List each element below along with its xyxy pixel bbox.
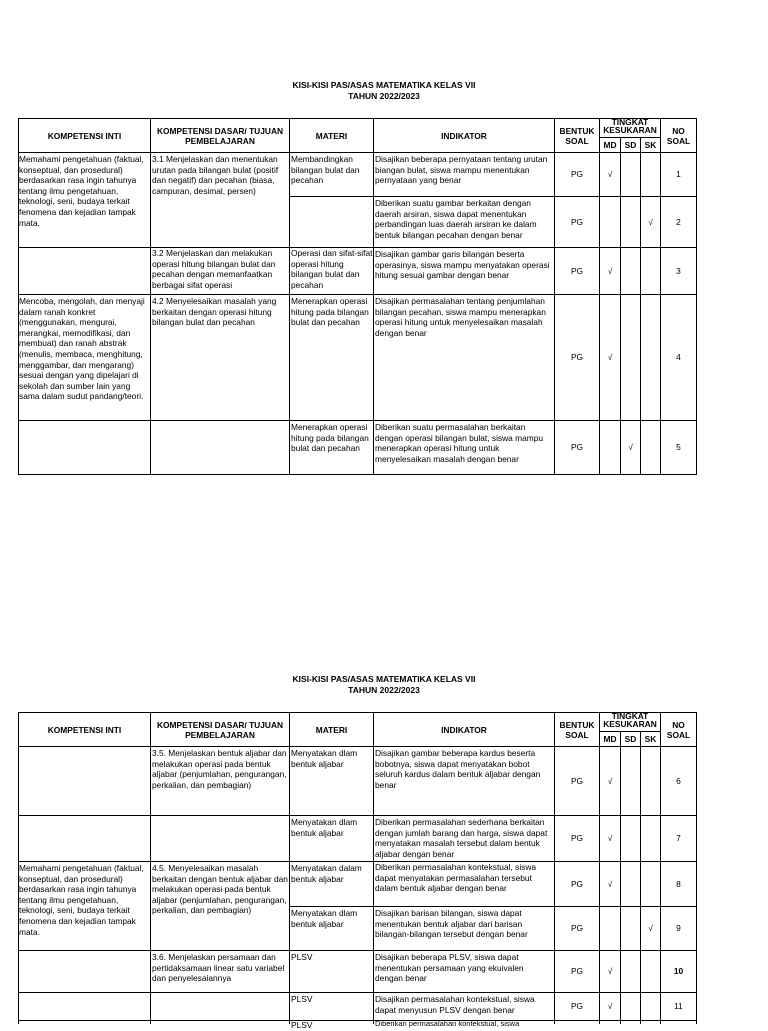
header-md: MD	[603, 140, 617, 150]
indikator-cell: Diberikan suatu permasalahan berkaitan dengan operasi bilangan bulat, siswa mampu menerapkan operasi hitung untuk menyelesaikan masalah dengan benar	[375, 422, 544, 464]
sk-check	[641, 862, 660, 906]
header-indikator: INDIKATOR	[441, 130, 487, 141]
kd-cell: 3.5. Menjelaskan bentuk aljabar dan melakukan operasi pada bentuk aljabar (penjumlahan, pengurangan, perkalian, dan pembagian)	[152, 748, 287, 790]
header-no-soal: NO SOAL	[666, 125, 691, 146]
materi-cell: Operasi dan sifat-sifat operasi hitung bilangan bulat dan pecahan	[291, 248, 373, 290]
header-kompetensi-inti: KOMPETENSI INTI	[47, 130, 122, 141]
md-check: √	[607, 775, 613, 786]
indikator-cell: Disajikan permasalahan tentang penjumlahan bilangan pecahan, siswa mampu menerapkan operasi hitung untuk menyelesaikan masalah dengan benar	[375, 296, 546, 338]
md-check: √	[607, 1001, 613, 1012]
no-soal-cell: 4	[676, 352, 681, 363]
title-line-2: TAHUN 2022/2023	[348, 91, 420, 101]
title-line-1: KISI-KISI PAS/ASAS MATEMATIKA KELAS VII	[292, 80, 476, 90]
no-soal-cell: 2	[676, 216, 681, 227]
kd-cell: 4.2 Menyelesaikan masalah yang berkaitan dengan operasi hitung bilangan bulat dan pecahan	[152, 296, 277, 328]
no-soal-cell: 9	[676, 923, 681, 934]
kd-cell: 3.1 Menjelaskan dan menentukan urutan pada bilangan bulat (positif dan negatif) dan pecahan (biasa, campuran, desimal, persen)	[152, 154, 279, 196]
sd-check	[621, 907, 640, 950]
header-kompetensi-inti: KOMPETENSI INTI	[47, 724, 122, 735]
materi-cell: Menyatakan dlam bentuk aljabar	[291, 908, 358, 929]
md-check: √	[607, 833, 613, 844]
sk-check	[641, 816, 660, 861]
materi-cell: Menerapkan operasi hitung pada bilangan bulat dan pecahan	[291, 422, 369, 454]
materi-cell: Membandingkan bilangan bulat dan pecahan	[291, 154, 360, 186]
bentuk-cell: PG	[570, 352, 584, 363]
sk-check	[641, 993, 660, 1020]
bentuk-cell: PG	[570, 775, 584, 786]
header-bentuk-soal: BENTUK SOAL	[559, 125, 595, 146]
header-bentuk-soal: BENTUK SOAL	[559, 719, 595, 740]
header-md: MD	[603, 734, 617, 744]
ki-cell: Memahami pengetahuan (faktual, konseptual, dan prosedural) berdasarkan rasa ingin tahunya tentang ilmu pengetahuan, teknologi, seni, budaya terkait fenomena dan kejadian tampak mata.	[19, 863, 144, 937]
md-check	[600, 907, 620, 950]
materi-cell: PLSV	[291, 952, 313, 962]
header-sd: SD	[624, 140, 637, 150]
no-soal-cell: 3	[676, 265, 681, 276]
title-line-2: TAHUN 2022/2023	[348, 685, 420, 695]
ki-cell: Memahami pengetahuan (faktual, konseptual, dan prosedural) berdasarkan rasa ingin tahunya tentang ilmu pengetahuan, teknologi, seni, budaya terkait fenomena dan kejadian tampak mata.	[19, 154, 144, 228]
no-soal-cell: 6	[676, 775, 681, 786]
kd-cell: 3.6. Menjelaskan persamaan dan pertidaksamaan linear satu variabel dan penyelesaiannya	[152, 952, 285, 984]
bentuk-cell: PG	[570, 265, 584, 276]
bentuk-cell: PG	[570, 966, 584, 977]
md-check: √	[607, 878, 613, 889]
ki-cell: Mencoba, mengolah, dan menyaji dalam ranah konkret (menggunakan, mengurai, merangkai, memodifikasi, dan membuat) dan ranah abstrak (menulis, membaca, menghitung, menggambar, dan mengarang) sesuai dengan yang dipelajari di sekolah dan sumber lain yang sama dalam sudut pandang/teori.	[19, 296, 145, 402]
bentuk-cell: PG	[570, 442, 584, 453]
header-indikator: INDIKATOR	[441, 724, 487, 735]
sk-check: √	[648, 923, 653, 934]
title-line-1: KISI-KISI PAS/ASAS MATEMATIKA KELAS VII	[292, 674, 476, 684]
indikator-cell: Disajikan permasalahan kontekstual, siswa dapat menyusun PLSV dengan benar	[375, 994, 535, 1015]
materi-cell: Menyatakan dlam bentuk aljabar	[291, 817, 358, 838]
materi-cell: Menyatakan dalam bentuk aljabar	[291, 863, 362, 884]
sd-check	[621, 951, 640, 992]
md-check: √	[607, 265, 613, 276]
kd-cell: 4.5. Menyelesaikan masalah berkaitan dengan bentuk aljabar dan melakukan operasi pada bentuk aljabar (penjumlahan, pengurangan, perkalian, dan pembagian)	[152, 863, 288, 916]
header-sk: SK	[644, 734, 657, 744]
bentuk-cell: PG	[570, 216, 584, 227]
sk-check	[641, 747, 660, 815]
sk-check	[641, 951, 660, 992]
materi-cell: PLSV	[291, 1020, 313, 1030]
materi-cell: Menyatakan dlam bentuk aljabar	[291, 748, 358, 769]
header-kompetensi-dasar: KOMPETENSI DASAR/ TUJUAN PEMBELAJARAN	[156, 125, 284, 146]
no-soal-cell: 8	[676, 878, 681, 889]
indikator-cell: Diberikan permasalahan kontekstual, siswa	[375, 1019, 520, 1028]
header-materi: MATERI	[315, 130, 348, 141]
header-sk: SK	[644, 140, 657, 150]
indikator-cell: Disajikan beberapa PLSV, siswa dapat menentukan persamaan yang ekuivalen dengan benar	[375, 952, 524, 984]
materi-cell: PLSV	[291, 994, 313, 1004]
indikator-cell: Disajikan beberapa pernyataan tentang urutan biangan bulat, siswa mampu menentukan pernyataan yang benar	[375, 154, 548, 186]
indikator-cell: Diberikan permasalahan sederhana berkaitan dengan jumlah barang dan harga, siswa dapat menyatakan masalah tersebut dalam bentuk aljabar dengan benar	[375, 817, 548, 859]
sd-check	[621, 862, 640, 906]
header-sd: SD	[624, 734, 637, 744]
md-check: √	[607, 352, 613, 363]
sd-check	[621, 993, 640, 1020]
bentuk-cell: PG	[570, 923, 584, 934]
indikator-cell: Disajikan barisan bilangan, siswa dapat menentukan bentuk aljabar dari barisan bilangan-bilangan tersebut dengan benar	[375, 908, 528, 940]
sk-check: √	[648, 216, 653, 227]
md-check: √	[607, 169, 613, 180]
header-materi: MATERI	[315, 724, 348, 735]
sd-check: √	[628, 442, 633, 453]
bentuk-cell: PG	[570, 833, 584, 844]
bentuk-cell: PG	[570, 1001, 584, 1012]
md-check: √	[607, 966, 613, 977]
header-kompetensi-dasar: KOMPETENSI DASAR/ TUJUAN PEMBELAJARAN	[156, 719, 284, 740]
bentuk-cell: PG	[570, 878, 584, 889]
materi-cell: Menerapkan operasi hitung pada bilangan bulat dan pecahan	[291, 296, 369, 328]
no-soal-cell: 11	[674, 1001, 683, 1012]
no-soal-cell: 7	[676, 833, 681, 844]
no-soal-cell: 1	[676, 169, 681, 180]
no-soal-cell: 5	[676, 442, 681, 453]
kd-cell: 3.2 Menjelaskan dan melakukan operasi hitung bilangan bulat dan pecahan dengan memanfaatkan berbagai sifat operasi	[152, 248, 276, 290]
header-tingkat-kesukaran: TINGKAT KESUKARAN	[603, 116, 657, 135]
sd-check	[621, 747, 640, 815]
sd-check	[621, 816, 640, 861]
header-tingkat-kesukaran: TINGKAT KESUKARAN	[603, 710, 657, 729]
no-soal-cell: 10	[673, 966, 684, 977]
bentuk-cell: PG	[570, 169, 584, 180]
indikator-cell: Diberikan permasalahan kontekstual, siswa dapat menyatakan permasalahan tersebut dalam bentuk aljabar dengan benar	[375, 862, 537, 894]
indikator-cell: Diberikan suatu gambar berkaitan dengan daerah arsiran, siswa dapat menentukan perbandingan luas daerah arsiran ke dalam bentuk bilangan pecahan dengan benar	[375, 198, 537, 240]
indikator-cell: Disajikan gambar garis bilangan beserta operasinya, siswa mampu menyatakan operasi hitung sesuai gambar dengan benar	[375, 249, 550, 281]
header-no-soal: NO SOAL	[666, 719, 691, 740]
indikator-cell: Disajikan gambar beberapa kardus beserta bobotnya, siswa dapat menyatakan bobot seluruh kardus dalam bentuk aljabar dengan benar	[375, 748, 541, 790]
